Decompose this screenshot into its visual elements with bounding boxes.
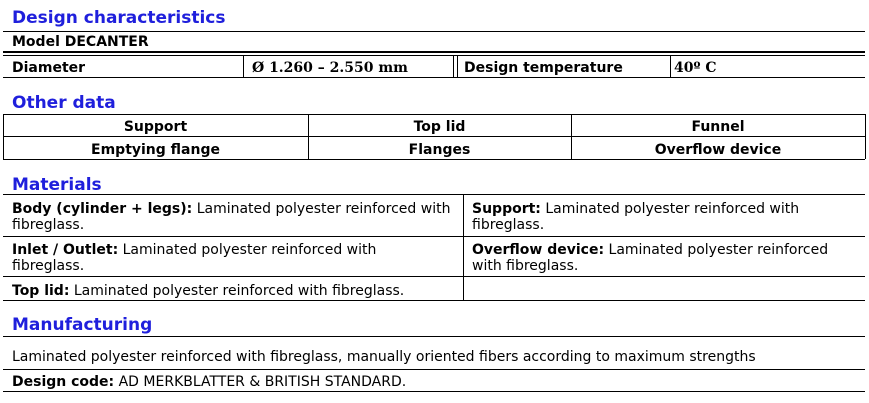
design-characteristics-heading: Design characteristics	[12, 8, 226, 28]
divider	[3, 369, 865, 370]
divider-thick	[3, 51, 865, 53]
material-body-label: Body (cylinder + legs):	[12, 201, 193, 217]
cell-border	[670, 55, 671, 77]
other-overflow-device: Overflow device	[654, 142, 782, 158]
other-funnel: Funnel	[691, 119, 745, 135]
other-top-lid: Top lid	[413, 119, 466, 135]
other-data-heading: Other data	[12, 93, 116, 113]
divider	[3, 136, 865, 137]
divider	[3, 336, 865, 337]
material-top-lid	[12, 283, 404, 300]
divider	[3, 236, 865, 237]
manufacturing-heading: Manufacturing	[12, 315, 153, 335]
material-overflow-text: Laminated polyester reinforced with fibreglass.	[472, 242, 829, 274]
design-temperature-value: 40º C	[674, 60, 717, 76]
material-support-label: Support:	[472, 201, 541, 217]
material-overflow-label: Overflow device:	[472, 242, 605, 258]
diameter-label: Diameter	[12, 60, 86, 76]
cell-border	[453, 55, 454, 77]
divider	[3, 391, 865, 392]
design-code	[12, 374, 406, 391]
material-inlet-text: Laminated polyester reinforced with fibreglass.	[12, 242, 377, 274]
divider	[3, 276, 865, 277]
divider	[3, 194, 865, 195]
material-toplid-text: Laminated polyester reinforced with fibreglass.	[69, 283, 405, 299]
design-code-text: AD MERKBLATTER & BRITISH STANDARD.	[114, 374, 407, 390]
material-support	[472, 201, 857, 233]
cell-border	[243, 55, 244, 77]
cell-border	[457, 55, 458, 77]
cell-border	[463, 194, 464, 300]
divider	[3, 77, 865, 78]
other-flanges: Flanges	[408, 142, 471, 158]
divider	[3, 55, 865, 56]
divider	[3, 114, 865, 115]
material-support-text: Laminated polyester reinforced with fibreglass.	[472, 201, 800, 233]
material-body	[12, 201, 452, 233]
material-body-text: Laminated polyester reinforced with fibreglass.	[12, 201, 451, 233]
divider	[3, 31, 865, 32]
material-inlet-label: Inlet / Outlet:	[12, 242, 119, 258]
manufacturing-text: Laminated polyester reinforced with fibreglass, manually oriented fibers according to maximum strengths	[12, 349, 756, 365]
divider	[3, 159, 865, 160]
cell-border	[865, 114, 866, 159]
materials-heading: Materials	[12, 175, 102, 195]
design-temperature-label: Design temperature	[464, 60, 623, 76]
material-inlet-outlet	[12, 242, 452, 274]
design-code-label: Design code:	[12, 374, 115, 390]
divider	[3, 300, 865, 301]
material-toplid-label: Top lid:	[12, 283, 70, 299]
other-emptying-flange: Emptying flange	[91, 142, 220, 158]
material-overflow-device	[472, 242, 857, 274]
other-support: Support	[123, 119, 188, 135]
diameter-value: Ø 1.260 – 2.550 mm	[252, 60, 408, 76]
model-label: Model DECANTER	[12, 34, 149, 50]
